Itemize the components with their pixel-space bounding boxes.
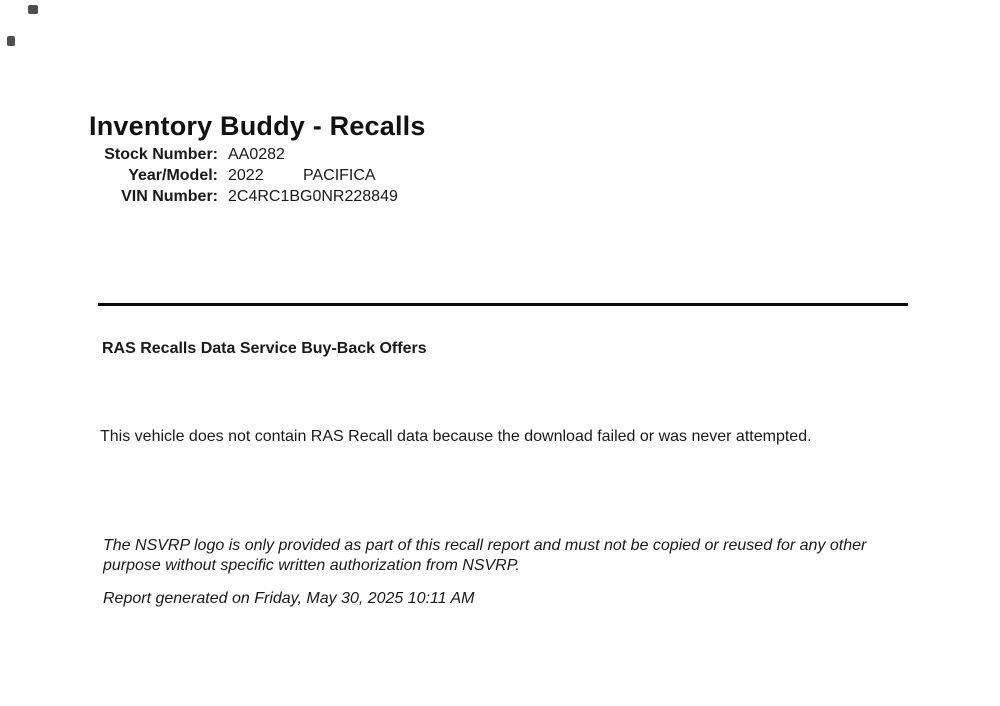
nsvrp-disclaimer-line-2: purpose without specific written authorization from NSVRP. (103, 557, 520, 574)
stock-number-label: Stock Number: (104, 146, 218, 163)
stock-number-row (0, 146, 500, 167)
section-heading: RAS Recalls Data Service Buy-Back Offers (102, 340, 427, 357)
no-data-message: This vehicle does not contain RAS Recall data because the download failed or was never attempted. (100, 428, 812, 445)
page-title: Inventory Buddy - Recalls (89, 111, 426, 141)
year-model-label: Year/Model: (128, 167, 218, 184)
year-model-row (0, 167, 500, 188)
report-generated-timestamp: Report generated on Friday, May 30, 2025 10:11 AM (103, 590, 475, 607)
vin-number-row (0, 188, 500, 209)
scan-artifact-mark-left (7, 36, 15, 46)
nsvrp-disclaimer-line-1: The NSVRP logo is only provided as part of this recall report and must not be copied or reused for any other (103, 537, 867, 554)
year-value: 2022 (228, 167, 264, 184)
scan-artifact-mark-top (28, 5, 38, 14)
stock-number-value: AA0282 (228, 146, 285, 163)
vin-number-label: VIN Number: (121, 188, 218, 205)
horizontal-divider (98, 303, 908, 306)
model-value: PACIFICA (303, 167, 376, 184)
vin-number-value: 2C4RC1BG0NR228849 (228, 188, 398, 205)
